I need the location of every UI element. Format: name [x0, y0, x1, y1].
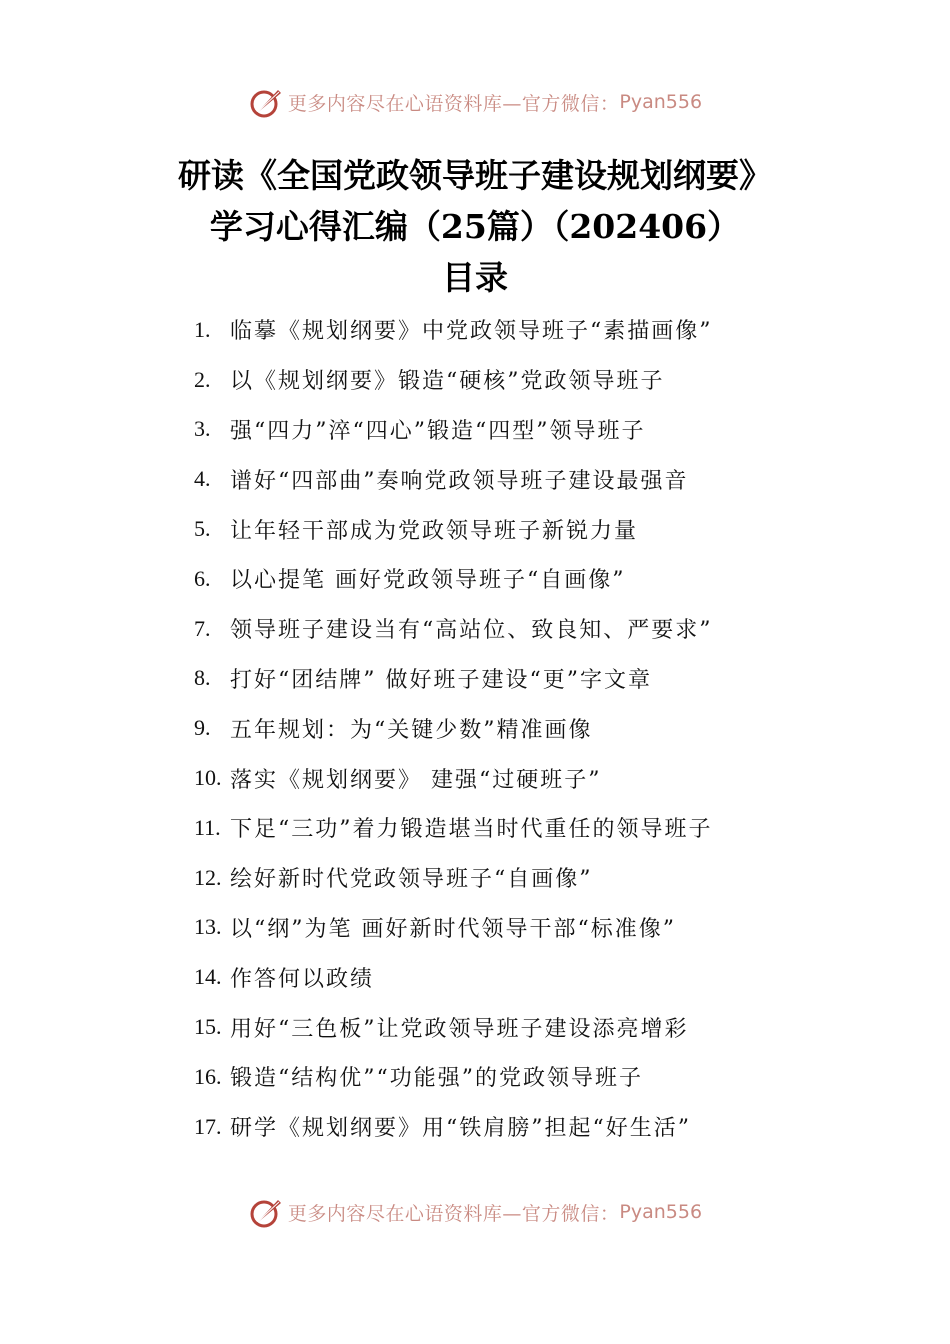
toc-item-number: 7.: [194, 615, 211, 641]
toc-item-title: 落实《规划纲要》 建强“过硬班子”: [230, 767, 602, 793]
toc-item-number: 3.: [194, 416, 211, 442]
toc-item-title: 以《规划纲要》锻造“硬核”党政领导班子: [230, 369, 665, 395]
toc-item-number: 8.: [194, 665, 211, 691]
toc-item-number: 13.: [194, 914, 222, 940]
toc-item: [194, 554, 713, 604]
toc-item-number: 16.: [194, 1063, 222, 1089]
toc-item: [194, 654, 713, 704]
toc-item: [194, 952, 713, 1002]
toc-item: [194, 454, 713, 504]
toc-item-number: 6.: [194, 565, 211, 591]
toc-item-number: 9.: [194, 715, 211, 741]
toc-item-title: 强“四力”淬“四心”锻造“四型”领导班子: [230, 418, 646, 444]
toc-item: [194, 305, 713, 355]
toc-item: [194, 1102, 713, 1152]
toc-item-title: 领导班子建设当有“高站位、致良知、严要求”: [230, 618, 713, 644]
toc-heading: 目录: [442, 258, 508, 297]
watermark-id: Pyan556: [619, 1201, 703, 1223]
toc-item-number: 17.: [194, 1113, 222, 1139]
document-title-line-1: 研读《全国党政领导班子建设规划纲要》: [178, 156, 772, 195]
watermark-text: 更多内容尽在心语资料库—官方微信：: [287, 92, 620, 115]
watermark-id: Pyan556: [619, 91, 703, 113]
toc-item: [194, 1002, 713, 1052]
toc-item: [194, 803, 713, 853]
toc-item-number: 15.: [194, 1014, 222, 1040]
toc-item-title: 作答何以政绩: [230, 966, 375, 992]
toc-item: [194, 753, 713, 803]
toc-item: [194, 1052, 713, 1102]
quill-logo-icon: [248, 84, 284, 120]
toc-item-number: 5.: [194, 516, 211, 542]
toc-item-title: 用好“三色板”让党政领导班子建设添亮增彩: [230, 1016, 689, 1042]
toc-item: [194, 355, 713, 405]
toc-item-title: 以心提笔 画好党政领导班子“自画像”: [230, 568, 626, 594]
toc-item: [194, 703, 713, 753]
toc-item: [194, 504, 713, 554]
quill-logo-icon: [248, 1194, 284, 1230]
watermark-text: 更多内容尽在心语资料库—官方微信：: [287, 1202, 620, 1225]
toc-item-number: 2.: [194, 366, 211, 392]
toc-item: [194, 903, 713, 953]
toc-item-number: 4.: [194, 466, 211, 492]
toc-item-title: 让年轻干部成为党政领导班子新锐力量: [230, 518, 639, 544]
document-title-line-2: 学习心得汇编（25篇）（202406）: [209, 207, 741, 246]
toc-item-title: 绘好新时代党政领导班子“自画像”: [230, 867, 593, 893]
toc-item-number: 1.: [194, 316, 211, 342]
watermark-banner-top: [0, 82, 950, 122]
toc-item-number: 11.: [194, 814, 221, 840]
toc-item-number: 12.: [194, 864, 222, 890]
toc-item-title: 打好“团结牌” 做好班子建设“更”字文章: [230, 667, 652, 693]
toc-item-title: 下足“三功”着力锻造堪当时代重任的领导班子: [230, 817, 713, 843]
toc-item-title: 临摹《规划纲要》中党政领导班子“素描画像”: [230, 319, 713, 345]
toc-item-title: 锻造“结构优”“功能强”的党政领导班子: [230, 1066, 643, 1092]
toc-item-title: 谱好“四部曲”奏响党政领导班子建设最强音: [230, 468, 689, 494]
table-of-contents: [194, 305, 713, 1152]
toc-item-number: 10.: [194, 765, 222, 791]
toc-item-number: 14.: [194, 964, 222, 990]
toc-item: [194, 405, 713, 455]
toc-item-title: 以“纲”为笔 画好新时代领导干部“标准像”: [230, 916, 676, 942]
toc-item: [194, 853, 713, 903]
watermark-banner-bottom: [0, 1192, 950, 1232]
toc-item-title: 研学《规划纲要》用“铁肩膀”担起“好生活”: [230, 1116, 691, 1142]
toc-item: [194, 604, 713, 654]
toc-item-title: 五年规划：为“关键少数”精准画像: [230, 717, 593, 743]
